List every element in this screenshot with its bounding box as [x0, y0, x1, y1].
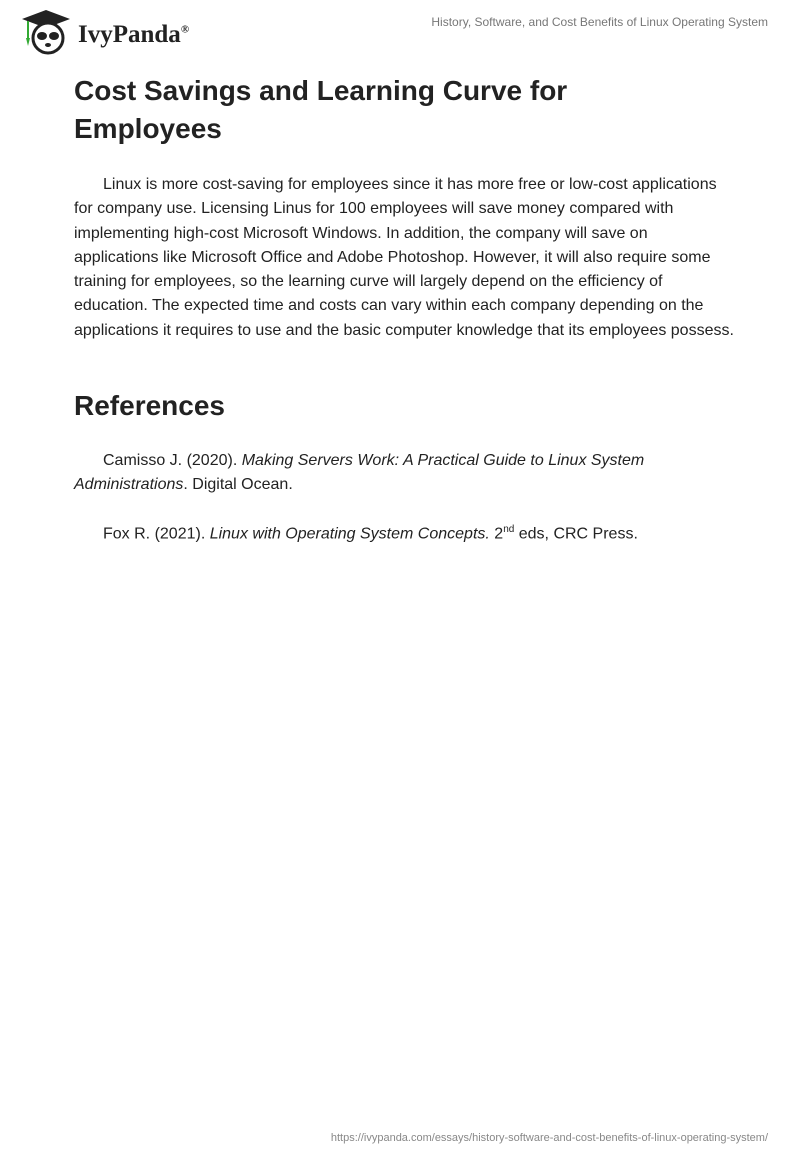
reference-item: Fox R. (2021). Linux with Operating System Concepts. 2nd eds, CRC Press.: [103, 524, 638, 543]
section-heading: Cost Savings and Learning Curve for Employees: [74, 75, 568, 144]
document-title: History, Software, and Cost Benefits of Linux Operating System: [431, 15, 768, 29]
references-heading: References: [74, 390, 225, 421]
panda-logo-icon: [20, 8, 72, 56]
footer-url[interactable]: https://ivypanda.com/essays/history-software-and-cost-benefits-of-linux-operating-system/: [330, 1132, 768, 1144]
reference-item: Camisso J. (2020). Making Servers Work: A Practical Guide to Linux System Administrations. Digital Ocean.: [74, 452, 645, 494]
section-paragraph: Linux is more cost-saving for employees since it has more free or low-cost applications for company use. Licensing Linus for 100 employees will save money compared with implementing high-cost Microsoft Windows. In addition, the company will save on applications like Microsoft Office and Adobe Photoshop. However, it will also require some training for employees, so the learning curve will largely depend on the efficiency of education. The expected time and costs can vary within each company depending on the applications it requires to use and the basic computer knowledge that its employees possess.: [74, 176, 734, 339]
logo[interactable]: [20, 8, 189, 56]
logo-text: IvyPanda®: [78, 21, 190, 48]
